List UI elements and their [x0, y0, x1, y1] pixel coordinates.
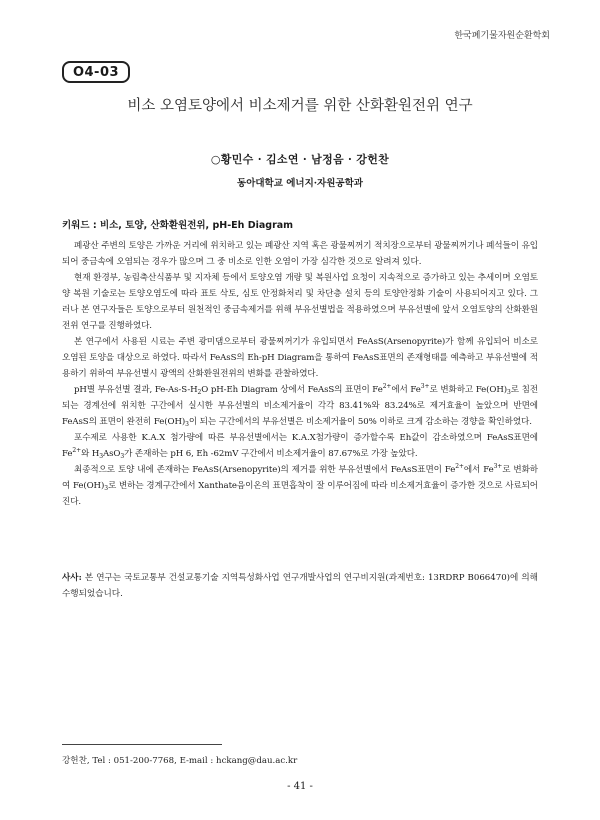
paragraph-5: 포수제로 사용한 K.A.X 첨가량에 따른 부유선별에서는 K.A.X첨가량이 증가할수록 Eh값이 감소하였으며 FeAsS표면에 $Fe^{2+}$와 $H_3AsO_3$가 존재하는 pH 6, Eh -62mV 구간에서 비소제거율이 87.67%로 가장 높았다. — [62, 433, 538, 460]
author-affiliation: 동아대학교 에너지·자원공학과 — [237, 178, 363, 189]
paragraph-1: 폐광산 주변의 토양은 가까운 거리에 위치하고 있는 폐광산 지역 혹은 광물찌꺼기 적치장으로부터 광물찌꺼기나 폐석들이 유입되어 중금속에 오염되는 경우가 많으며 그 중 비소로 인한 오염이 가장 심각한 것으로 알려져 있다. — [62, 241, 538, 267]
paragraph-2: 현재 환경부, 농림축산식품부 및 지자체 등에서 토양오염 개량 및 복원사업 요청이 지속적으로 증가하고 있는 추세이며 오염토양 복원 기술로는 토양오염도에 따라 표토 삭토, 심토 안정화처리 및 차단층 설치 등의 토양안정화 기술이 사용되어지고 있다. 그러나 본 연구자들은 토양으로부터 원천적인 중금속제거를 위해 부유선별법을 적용하였으며 부유선별에 앞서 오염토양의 산화환원전위 연구를 진행하였다. — [62, 273, 538, 331]
footnote-divider — [62, 744, 222, 745]
paragraph-3: 본 연구에서 사용된 시료는 주변 광미댐으로부터 광물찌꺼기가 유입되면서 FeAsS(Arsenopyrite)가 함께 유입되어 비소로 오염된 토양을 대상으로 하였다. 따라서 FeAsS의 Eh-pH Diagram을 통하여 FeAsS표면의 존재형태를 예측하고 부유선별에 적용하기 위하여 부유선별시 광액의 산화환원전위의 변화를 관찰하였다. — [62, 337, 538, 379]
author-list: ○황민수 · 김소연 · 남정음 · 강헌찬 — [210, 153, 390, 166]
paragraph-4: pH별 부유선별 결과, $Fe-As-S-H_2O$ pH-Eh Diagram 상에서 FeAsS의 표면이 $Fe^{2+}$에서 $Fe^{3+}$로 변화하고 $Fe(OH)_3$로 침전되는 경계선에 위치한 구간에서 실시한 부유선별의 비소제거율이 각각 83.41%와 83.24%로 제거효율이 높았으며 반면에 FeAsS의 표면이 완전히 $Fe(OH)_3$이 되는 구간에서의 부유선별은 비소제거율이 50% 이하로 크게 감소하는 경향을 확인하였다. — [62, 383, 538, 428]
paragraph-6: 최종적으로 토양 내에 존재하는 FeAsS(Arsenopyrite)의 제거를 위한 부유선별에서 FeAsS표면이 $Fe^{2+}$에서 $Fe^{3+}$로 변화하여 $Fe(OH)_3$로 변하는 경계구간에서 Xanthate음이온의 표면흡착이 잘 이루어짐에 따라 비소제거효율이 증가한 것으로 사료되어진다. — [62, 463, 539, 507]
acknowledgement-text: 본 연구는 국토교통부 건설교통기술 지역특성화사업 연구개발사업의 연구비지원(과제번호: 13RDRP B066470)에 의해 수행되었습니다. — [62, 573, 538, 599]
acknowledgement-label: 사사: — [62, 573, 82, 583]
journal-society-header: 한국폐기물자원순환학회 — [454, 31, 550, 41]
acknowledgement — [62, 570, 538, 602]
keywords-line: 키워드 : 비소, 토양, 산화환원전위, pH-Eh Diagram — [62, 220, 294, 231]
abstract-body — [62, 238, 538, 510]
paper-title: 비소 오염토양에서 비소제거를 위한 산화환원전위 연구 — [127, 98, 473, 114]
paper-code-badge: O4-03 — [62, 61, 130, 83]
page-number: - 41 - — [287, 781, 313, 792]
corresponding-author-footnote: 강헌찬, Tel : 051-200-7768, E-mail : hckang@dau.ac.kr — [62, 756, 298, 766]
